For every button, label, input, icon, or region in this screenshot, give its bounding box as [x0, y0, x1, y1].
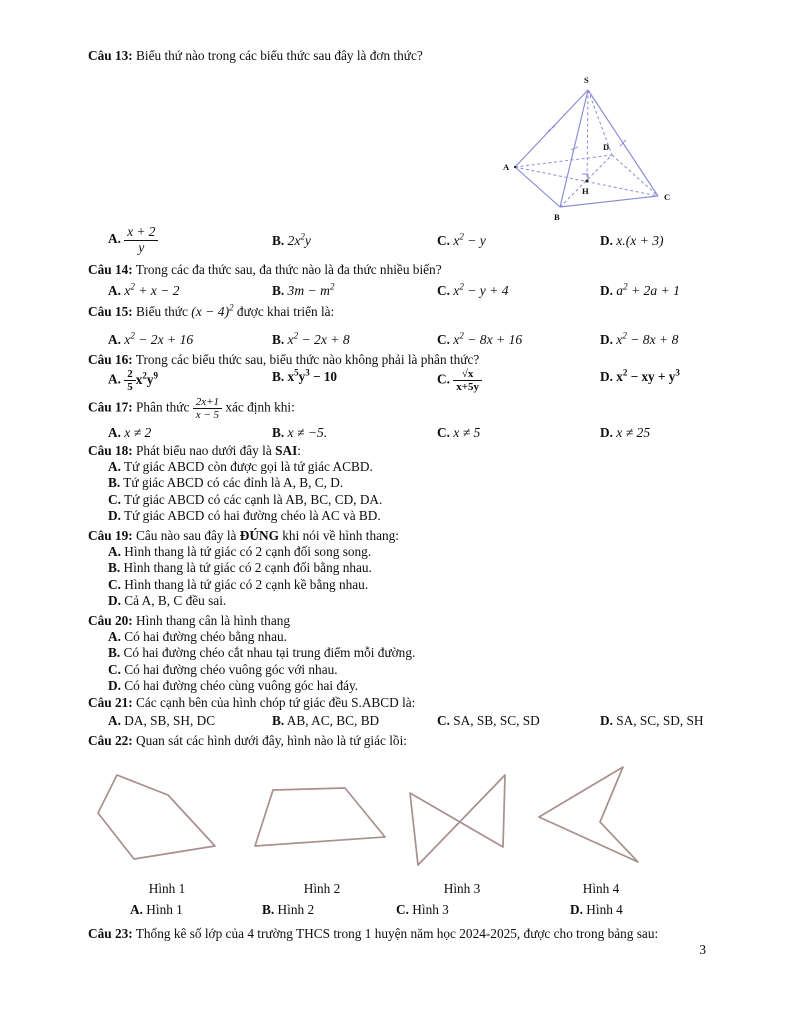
q14-option-d: D. $a^2 + 2a + 1$ — [600, 281, 680, 298]
caption-hinh-4: Hình 4 — [582, 881, 620, 896]
label-b: B — [554, 212, 560, 222]
q19-option-a: A. Hình thang là tứ giác có 2 cạnh đối song song. — [108, 544, 372, 559]
question-14-text: Câu 14: Trong các đa thức sau, đa thức nào là đa thức nhiều biến? — [88, 262, 442, 277]
tick-sc — [620, 140, 626, 146]
page-number: 3 — [699, 942, 706, 957]
q19-option-d: D. Cả A, B, C đều sai. — [108, 593, 227, 609]
q17-option-a: A. x ≠ 2 — [108, 425, 152, 440]
question-23-text: Câu 23: Thống kê số lớp của 4 trường THCS trong 1 huyện năm học 2024-2025, được cho trong bảng sau: — [88, 926, 659, 941]
q17-option-d: D. x ≠ 25 — [600, 425, 651, 440]
shape-hinh-3-crossed-quad — [410, 775, 505, 865]
q13-option-c: C. $x^2 - y$ — [437, 230, 486, 248]
label-s: S — [584, 75, 589, 85]
q13-option-a: A. $\frac{x + 2}{y}$ — [108, 225, 272, 255]
q21-option-b: B. AB, AC, BC, BD — [272, 713, 380, 728]
q14-option-c: C. $x^2 - y + 4$ — [437, 281, 509, 298]
q14-option-b: B. $3m - m^2$ — [272, 281, 335, 298]
q15-option-a: A. $x^2 - 2x + 16$ — [108, 330, 194, 347]
point-a-dot — [514, 166, 516, 168]
question-16-text: Câu 16: Trong các biểu thức sau, biểu thức nào không phải là phân thức? — [88, 352, 480, 367]
q22-option-d: D. Hình 4 — [570, 902, 623, 917]
q17-option-c: C. x ≠ 5 — [437, 425, 481, 440]
question-17-text: Câu 17: Phân thức $\frac{2x+1}{x - 5}$ xác định khi: — [88, 396, 295, 422]
q18-option-b: B. Tứ giác ABCD có các đỉnh là A, B, C, D. — [108, 475, 344, 491]
q19-option-c: C. Hình thang là tứ giác có 2 cạnh kề bằng nhau. — [108, 576, 369, 592]
point-h-dot — [586, 180, 589, 183]
q22-option-b: B. Hình 2 — [262, 902, 315, 917]
q15-option-b: B. $x^2 - 2x + 8$ — [272, 330, 350, 347]
question-15-text: Câu 15: Biểu thức $(x - 4)^2$ được khai triển là: — [88, 302, 335, 319]
shape-hinh-1-pentagon — [98, 775, 215, 859]
q16-option-a: A. $\frac{2}{5}$ $x^2y^9$ — [108, 368, 158, 394]
question-19-text: Câu 19: Câu nào sau đây là ĐÚNG khi nói về hình thang: — [88, 528, 399, 543]
edge-ad — [515, 155, 612, 167]
q15-option-c: C. $x^2 - 8x + 16$ — [437, 330, 523, 347]
q13-option-b: B. $2x^2y$ — [272, 230, 311, 248]
q20-option-b: B. Có hai đường chéo cắt nhau tại trung điểm mỗi đường. — [108, 645, 416, 661]
label-d: D — [603, 142, 610, 152]
pyramid-figure — [498, 70, 693, 230]
tick-sa — [548, 126, 555, 131]
q13-option-d: D. x.(x + 3) — [600, 232, 664, 248]
question-22-text: Câu 22: Quan sát các hình dưới đây, hình nào là tứ giác lồi: — [88, 733, 407, 748]
question-13-text: Câu 13: Biểu thứ nào trong các biểu thức sau đây là đơn thức? — [88, 48, 423, 63]
question-18-text: Câu 18: Phát biểu nao dưới đây là SAI: — [88, 443, 301, 458]
q18-option-d: D. Tứ giác ABCD có hai đường chéo là AC và BD. — [108, 508, 381, 524]
caption-hinh-2: Hình 2 — [303, 881, 341, 896]
caption-hinh-1: Hình 1 — [148, 881, 186, 896]
question-20 — [88, 612, 740, 695]
edge-ab — [515, 167, 560, 207]
q22-option-c: C. Hình 3 — [396, 902, 449, 917]
question-21-options — [88, 712, 760, 729]
caption-hinh-3: Hình 3 — [443, 881, 481, 896]
q20-option-a: A. Có hai đường chéo bằng nhau. — [108, 629, 287, 644]
q21-option-a: A. DA, SB, SH, DC — [108, 713, 216, 728]
shape-hinh-4-concave-quad — [539, 767, 638, 862]
question-14-options — [88, 282, 760, 299]
question-22-options — [88, 901, 782, 918]
q18-option-a: A. Tứ giác ABCD còn được gọi là tứ giác ACBD. — [108, 459, 373, 474]
question-20-text: Câu 20: Hình thang cân là hình thang — [88, 613, 291, 628]
label-h: H — [582, 186, 589, 196]
q21-option-d: D. SA, SC, SD, SH — [600, 713, 704, 728]
question-16-options — [88, 368, 760, 393]
q15-option-d: D. $x^2 - 8x + 8$ — [600, 330, 679, 347]
question-21-text: Câu 21: Các cạnh bên của hình chóp tứ giác đều S.ABCD là: — [88, 695, 416, 710]
edge-sh — [587, 90, 588, 181]
q16-option-c: C. $\frac{√x}{x+5y}$ — [437, 368, 600, 393]
q14-option-a: A. $x^2 + x - 2$ — [108, 281, 180, 298]
shape-hinh-2-convex-quad — [255, 788, 385, 846]
q16-option-d: D. $x^2$ − xy + $y^3$ — [600, 367, 680, 384]
label-c: C — [664, 192, 671, 202]
edge-bc — [560, 196, 658, 207]
question-15-options — [88, 331, 760, 348]
question-17-options — [88, 424, 760, 441]
quadrilateral-figures — [0, 750, 792, 882]
q21-option-c: C. SA, SB, SC, SD — [437, 713, 540, 728]
q17-option-b: B. x ≠ −5. — [272, 425, 328, 440]
q18-option-c: C. Tứ giác ABCD có các cạnh là AB, BC, CD, DA. — [108, 491, 383, 507]
q20-option-c: C. Có hai đường chéo vuông góc với nhau. — [108, 661, 338, 677]
q16-option-b: B. $x^5y^3 - 10$ — [272, 367, 338, 384]
q19-option-b: B. Hình thang là tứ giác có 2 cạnh đối bằng nhau. — [108, 560, 372, 576]
question-18 — [88, 442, 740, 525]
question-13-options — [88, 218, 760, 262]
label-a: A — [503, 162, 510, 172]
q22-option-a: A. Hình 1 — [130, 902, 183, 917]
q20-option-d: D. Có hai đường chéo cùng vuông góc hai đáy. — [108, 678, 359, 694]
question-19 — [88, 527, 740, 610]
